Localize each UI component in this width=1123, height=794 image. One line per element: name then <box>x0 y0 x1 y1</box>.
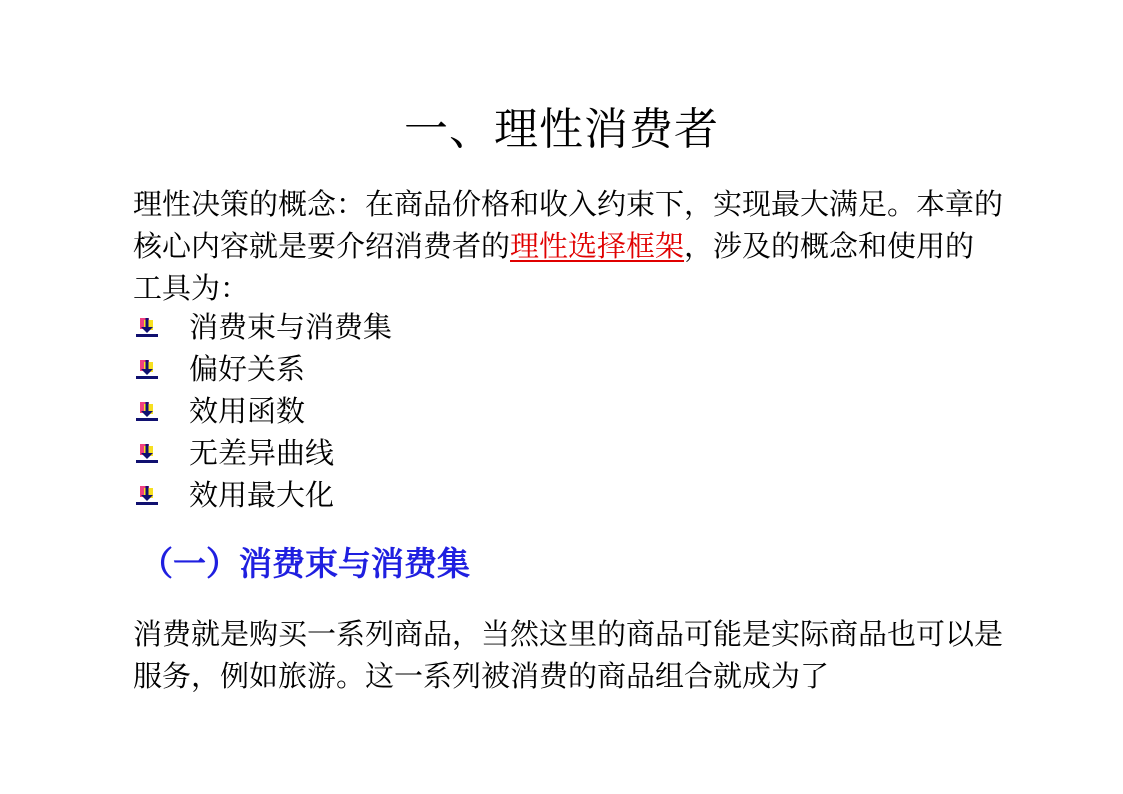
arrow-down-bullet-icon <box>136 318 158 338</box>
arrow-down-bullet-icon <box>136 360 158 380</box>
page-title: 一、理性消费者 <box>404 104 719 155</box>
arrow-down-bullet-icon <box>136 444 158 464</box>
list-item-label: 效用函数 <box>189 394 306 428</box>
intro-text-after-link: ，涉及的概念和使用的工具为： <box>133 229 975 305</box>
intro-paragraph <box>133 183 1003 309</box>
arrow-down-bullet-icon <box>136 402 158 422</box>
list-item-label: 偏好关系 <box>189 352 306 386</box>
list-item-label: 无差异曲线 <box>189 436 335 470</box>
list-item-label: 效用最大化 <box>189 478 335 512</box>
list-item-label: 消费束与消费集 <box>189 310 393 344</box>
arrow-down-bullet-icon <box>136 486 158 506</box>
intro-text-before-link: 理性决策的概念：在商品价格和收入约束下，实现最大满足。本章的核心内容就是要介绍消费者的 <box>133 187 1004 263</box>
rational-choice-framework-link[interactable]: 理性选择框架 <box>510 229 685 263</box>
section-body-paragraph: 消费就是购买一系列商品，当然这里的商品可能是实际商品也可以是服务，例如旅游。这一系列被消费的商品组合就成为了 <box>133 617 1004 693</box>
section-heading: （一）消费束与消费集 <box>140 544 470 583</box>
